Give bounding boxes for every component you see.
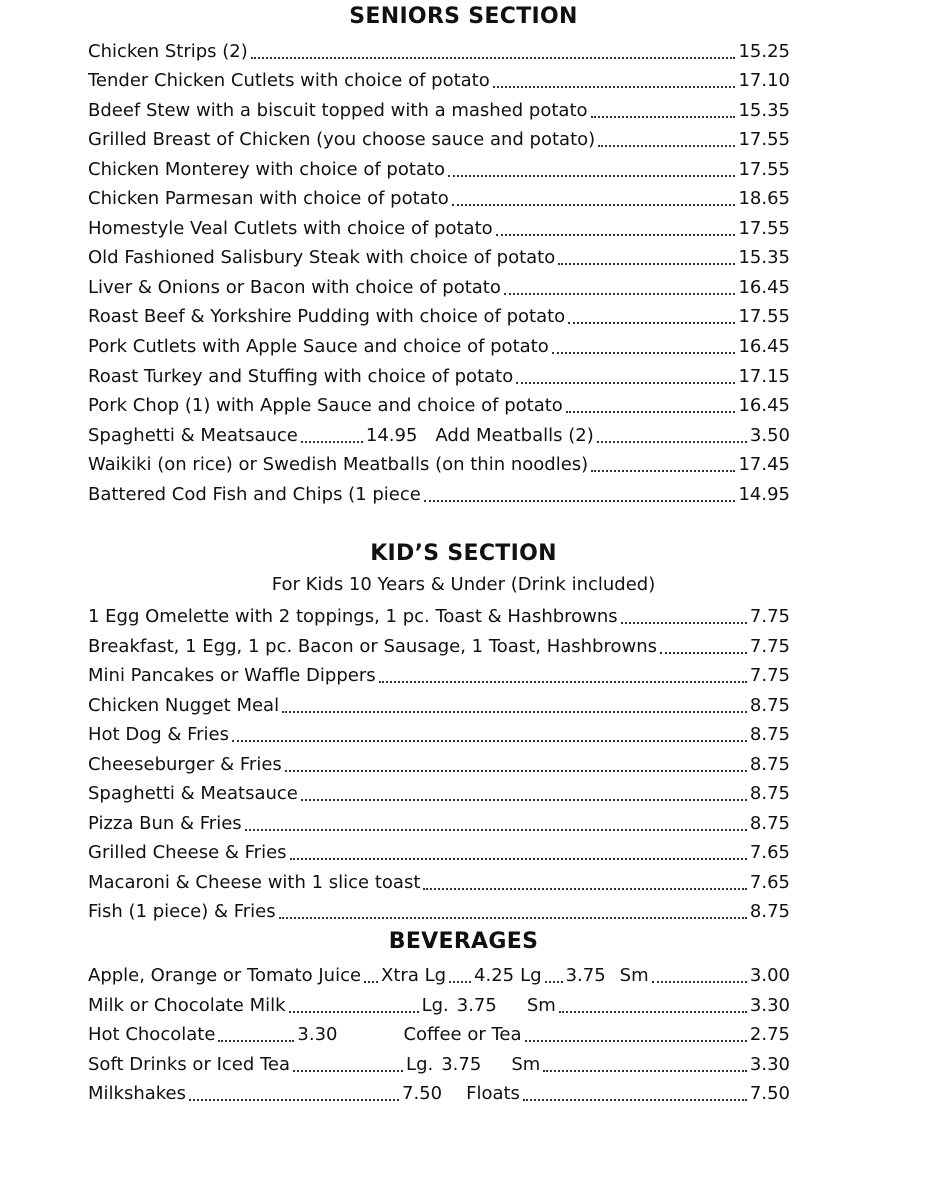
menu-item [88, 331, 790, 359]
leader-dots [424, 500, 736, 502]
beverage-juice [88, 960, 790, 988]
item-name: Chicken Parmesan with choice of potato [88, 188, 449, 209]
item-name: Grilled Cheese & Fries [88, 842, 287, 863]
item-name: Tender Chicken Cutlets with choice of potato [88, 70, 490, 91]
size-label-lg: Lg. [421, 995, 449, 1016]
leader-dots [566, 411, 736, 413]
item-name: Liver & Onions or Bacon with choice of potato [88, 277, 501, 298]
beverage-shakes [88, 1078, 790, 1106]
menu-item [88, 361, 790, 389]
menu-item [88, 479, 790, 507]
item-name: Hot Dog & Fries [88, 724, 230, 745]
item-price: 7.75 [749, 606, 790, 627]
leader-dots [423, 888, 747, 890]
price-lg: 3.75 [565, 965, 606, 986]
item-price: 8.75 [749, 724, 790, 745]
leader-dots [591, 470, 735, 472]
leader-dots [285, 770, 747, 772]
size-label-lg: Lg. [406, 1054, 434, 1075]
size-label-sm: Sm [511, 1054, 541, 1075]
price-sm: 3.30 [749, 995, 790, 1016]
item-name: Apple, Orange or Tomato Juice [88, 965, 362, 986]
menu-item [88, 896, 790, 924]
item-price: 16.45 [738, 336, 790, 357]
seniors-section-title: SENIORS SECTION [349, 4, 578, 29]
item-name: Fish (1 piece) & Fries [88, 901, 276, 922]
item-price: 15.35 [738, 100, 790, 121]
menu-item [88, 808, 790, 836]
menu-item [88, 36, 790, 64]
item-price: 15.35 [738, 247, 790, 268]
item-price: 8.75 [749, 754, 790, 775]
menu-item [88, 449, 790, 477]
size-label-lg: Lg [520, 965, 542, 986]
menu-item [88, 867, 790, 895]
item-name: Spaghetti & Meatsauce [88, 783, 298, 804]
leader-dots [232, 740, 747, 742]
price-lg: 3.75 [456, 995, 497, 1016]
menu-item [88, 183, 790, 211]
item-name: Macaroni & Cheese with 1 slice toast [88, 872, 421, 893]
menu-item [88, 719, 790, 747]
item-name: Cheeseburger & Fries [88, 754, 282, 775]
leader-dots [189, 1099, 399, 1101]
price-sm: 3.00 [749, 965, 790, 986]
menu-item [88, 242, 790, 270]
item-name: Milkshakes [88, 1083, 187, 1104]
menu-item [88, 124, 790, 152]
beverages-section-title: BEVERAGES [388, 929, 539, 954]
item-price: 17.10 [738, 70, 790, 91]
item-name: Hot Chocolate [88, 1024, 216, 1045]
item-name: Old Fashioned Salisbury Steak with choice of potato [88, 247, 556, 268]
leader-dots [545, 981, 563, 983]
item-name: Spaghetti & Meatsauce [88, 425, 298, 446]
addon-price: 3.50 [749, 425, 790, 446]
item-name: Waikiki (on rice) or Swedish Meatballs (on thin noodles) [88, 454, 589, 475]
item-price-2: 7.50 [749, 1083, 790, 1104]
leader-dots [621, 622, 747, 624]
menu-item [88, 65, 790, 93]
kids-section-title: KID’S SECTION [370, 541, 557, 566]
leader-dots [364, 981, 378, 983]
leader-dots [379, 681, 747, 683]
price-xl: 4.25 [474, 965, 515, 986]
leader-dots [597, 441, 747, 443]
leader-dots [290, 858, 747, 860]
menu-item [88, 690, 790, 718]
leader-dots [591, 116, 736, 118]
item-price: 7.65 [749, 842, 790, 863]
menu-item [88, 837, 790, 865]
menu-item [88, 95, 790, 123]
item-name-2: Floats [466, 1083, 520, 1104]
item-name: Pork Cutlets with Apple Sauce and choice of potato [88, 336, 549, 357]
item-name: Chicken Nugget Meal [88, 695, 280, 716]
beverage-soft [88, 1049, 790, 1077]
size-label-sm: Sm [526, 995, 556, 1016]
beverage-hot [88, 1019, 790, 1047]
item-name: 1 Egg Omelette with 2 toppings, 1 pc. Toast & Hashbrowns [88, 606, 618, 627]
menu-item [88, 301, 790, 329]
item-price: 16.45 [738, 277, 790, 298]
item-price: 8.75 [749, 901, 790, 922]
leader-dots [493, 86, 736, 88]
leader-dots [289, 1011, 419, 1013]
menu-item [88, 631, 790, 659]
item-price: 15.25 [738, 41, 790, 62]
kids-section-subtitle: For Kids 10 Years & Under (Drink included) [271, 574, 656, 595]
price-lg: 3.75 [441, 1054, 482, 1075]
menu-item-spaghetti [88, 420, 790, 448]
item-price: 7.75 [749, 665, 790, 686]
leader-dots [568, 322, 735, 324]
item-name: Grilled Breast of Chicken (you choose sauce and potato) [88, 129, 596, 150]
leader-dots [525, 1040, 747, 1042]
item-price: 17.55 [738, 306, 790, 327]
menu-item [88, 213, 790, 241]
menu-item [88, 749, 790, 777]
item-name: Mini Pancakes or Waffle Dippers [88, 665, 376, 686]
menu-item [88, 154, 790, 182]
item-name: Milk or Chocolate Milk [88, 995, 286, 1016]
item-price: 17.15 [738, 366, 790, 387]
item-price: 14.95 [738, 484, 790, 505]
item-name: Chicken Monterey with choice of potato [88, 159, 445, 180]
item-price: 17.55 [738, 218, 790, 239]
leader-dots [523, 1099, 747, 1101]
item-name: Homestyle Veal Cutlets with choice of potato [88, 218, 493, 239]
menu-item [88, 778, 790, 806]
addon-name: Add Meatballs (2) [435, 425, 594, 446]
leader-dots [516, 382, 735, 384]
size-label-sm: Sm [619, 965, 649, 986]
leader-dots [452, 204, 736, 206]
leader-dots [449, 981, 471, 983]
leader-dots [245, 829, 747, 831]
leader-dots [543, 1070, 747, 1072]
item-name: Pizza Bun & Fries [88, 813, 242, 834]
item-price: 7.65 [749, 872, 790, 893]
item-name: Soft Drinks or Iced Tea [88, 1054, 291, 1075]
leader-dots [558, 263, 735, 265]
leader-dots [660, 652, 747, 654]
item-price: 17.55 [738, 159, 790, 180]
item-price: 17.45 [738, 454, 790, 475]
menu-item [88, 272, 790, 300]
leader-dots [301, 799, 747, 801]
item-name-2: Coffee or Tea [403, 1024, 522, 1045]
item-name: Roast Turkey and Stuffing with choice of potato [88, 366, 514, 387]
item-name: Pork Chop (1) with Apple Sauce and choice of potato [88, 395, 563, 416]
item-name: Roast Beef & Yorkshire Pudding with choice of potato [88, 306, 566, 327]
item-name: Breakfast, 1 Egg, 1 pc. Bacon or Sausage, 1 Toast, Hashbrowns [88, 636, 658, 657]
item-price: 18.65 [738, 188, 790, 209]
menu-item [88, 390, 790, 418]
leader-dots [218, 1040, 294, 1042]
price-sm: 3.30 [749, 1054, 790, 1075]
leader-dots [251, 57, 736, 59]
leader-dots [552, 352, 736, 354]
item-price: 7.75 [749, 636, 790, 657]
item-price: 17.55 [738, 129, 790, 150]
item-name: Battered Cod Fish and Chips (1 piece [88, 484, 421, 505]
item-price: 14.95 [365, 425, 418, 446]
item-price: 7.50 [402, 1083, 443, 1104]
leader-dots [496, 234, 736, 236]
item-name: Bdeef Stew with a biscuit topped with a mashed potato [88, 100, 588, 121]
item-price-2: 2.75 [749, 1024, 790, 1045]
leader-dots [504, 293, 736, 295]
item-price: 8.75 [749, 695, 790, 716]
size-label-xl: Xtra Lg [381, 965, 447, 986]
beverage-milk [88, 990, 790, 1018]
item-price: 16.45 [738, 395, 790, 416]
leader-dots [448, 175, 735, 177]
leader-dots [279, 917, 747, 919]
leader-dots [598, 145, 735, 147]
menu-item [88, 601, 790, 629]
item-price: 8.75 [749, 813, 790, 834]
item-price: 8.75 [749, 783, 790, 804]
leader-dots [652, 981, 747, 983]
leader-dots [282, 711, 747, 713]
leader-dots [301, 441, 363, 443]
leader-dots [559, 1011, 747, 1013]
menu-item [88, 660, 790, 688]
leader-dots [293, 1070, 403, 1072]
item-price: 3.30 [297, 1024, 338, 1045]
item-name: Chicken Strips (2) [88, 41, 248, 62]
